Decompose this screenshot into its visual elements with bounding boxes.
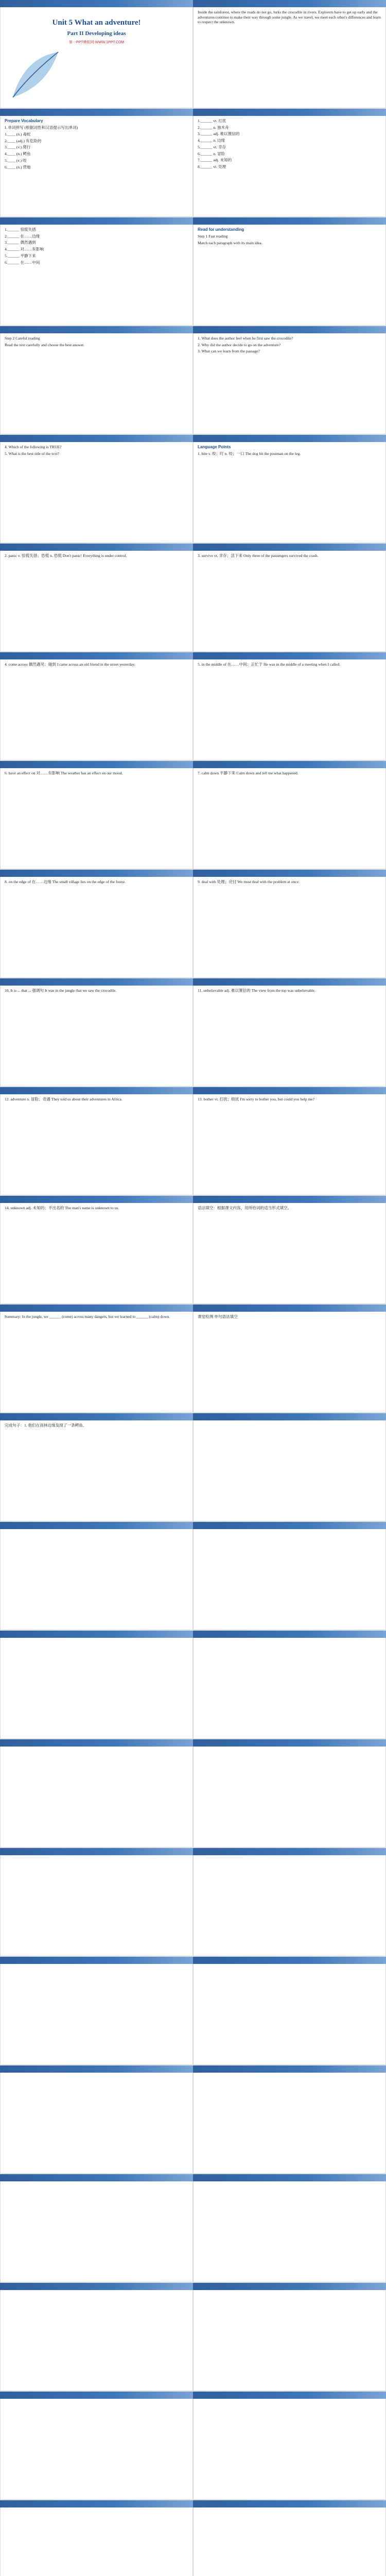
slide-heading: Language Points — [198, 445, 231, 449]
slide-bar — [0, 217, 193, 225]
slide-bar — [0, 0, 193, 7]
slide-bar — [193, 2174, 386, 2181]
slide-33 — [0, 1739, 193, 1848]
slide-bar — [193, 978, 386, 986]
cover-title: Unit 5 What an adventure! — [52, 19, 141, 27]
slide-text: Read the text carefully and choose the best answer. — [5, 342, 84, 347]
slide-30 — [193, 1522, 386, 1630]
slide-bar — [0, 326, 193, 333]
slide-44 — [193, 2283, 386, 2391]
slide-16 — [193, 761, 386, 869]
slide-text: Summary: In the jungle, we ______ (come) across many dangers, but we learned to ______ (calm) down. — [5, 1314, 170, 1319]
slide-26 — [193, 1304, 386, 1413]
vocab-item: 6.______ n. 冒险 — [198, 151, 225, 156]
slide-bar — [193, 1957, 386, 1964]
phrase-item: 4.______ 对……有影响 — [5, 247, 44, 252]
slide-bar — [193, 1848, 386, 1855]
slide-6 — [193, 217, 386, 326]
cover-subtitle: Part II Developing ideas — [67, 30, 126, 37]
phrase-item: 5.______ 平静下来 — [5, 253, 36, 258]
slide-bar — [193, 326, 386, 333]
slide-5 — [0, 217, 193, 326]
slide-3 — [0, 109, 193, 217]
vocab-item: 8.______ vt. 处理 — [198, 164, 226, 170]
slide-text: 10. It is ... that ... 强调句 It was in the jungle that we saw the crocodile. — [5, 988, 117, 993]
slide-text: 14. unknown adj. 未知的；不出名的 The man's name is unknown to us. — [5, 1206, 119, 1210]
vocab-item: 3.______ adj. 难以置信的 — [198, 131, 240, 137]
phrase-item: 6.______ 在……中间 — [5, 260, 40, 265]
slide-29 — [0, 1522, 193, 1630]
vocab-item: 1.____ (n.) 毒蛇 — [5, 131, 31, 137]
slide-7 — [0, 326, 193, 434]
slide-15 — [0, 761, 193, 869]
slide-10 — [193, 435, 386, 543]
slide-bar — [0, 1957, 193, 1964]
slide-bar — [193, 2065, 386, 2073]
slide-18 — [193, 870, 386, 978]
question-item: 3. What can we learn from the passage? — [198, 349, 260, 354]
vocab-item: 4.____ (n.) 鳄鱼 — [5, 151, 31, 157]
slide-9 — [0, 435, 193, 543]
slide-bar — [0, 435, 193, 442]
slide-36 — [193, 1848, 386, 1956]
slide-text: 完成句子：1. 他们在雨林边缘发现了一条鳄鱼。 — [5, 1423, 87, 1428]
slide-text: 6. have an effect on 对……有影响 The weather has an effect on our mood. — [5, 771, 123, 775]
slide-bar — [193, 1739, 386, 1747]
slide-bar — [193, 652, 386, 659]
phrase-item: 2.______ 在……边缘 — [5, 233, 40, 239]
slide-bar — [193, 1631, 386, 1638]
slide-bar — [0, 2174, 193, 2181]
slide-42 — [193, 2174, 386, 2282]
slide-39 — [0, 2065, 193, 2174]
slide-bar — [0, 109, 193, 116]
slide-text: 8. on the edge of 在……边缘 The small village lies on the edge of the forest. — [5, 879, 126, 884]
slide-bar — [0, 1739, 193, 1747]
slide-bar — [193, 435, 386, 442]
slide-31 — [0, 1631, 193, 1739]
slide-20 — [193, 978, 386, 1087]
slide-text: 课堂检测 单句语法填空 — [198, 1314, 238, 1319]
question-item: 5. What is the best title of the text? — [5, 451, 59, 456]
slide-40 — [193, 2065, 386, 2174]
vocab-item: 6.____ (n.) 营地 — [5, 164, 31, 170]
phrase-item: 1.______ 惊慌失措 — [5, 227, 36, 232]
slide-bar — [193, 1413, 386, 1420]
slide-41 — [0, 2174, 193, 2282]
vocab-item: 5.____ (v.) 咬 — [5, 158, 27, 163]
slide-35 — [0, 1848, 193, 1956]
step-label: Step 1 Fast reading — [198, 234, 228, 239]
vocab-item: 2.______ n. 独木舟 — [198, 125, 229, 130]
vocab-item: 7.______ adj. 未知的 — [198, 158, 232, 163]
slide-38 — [193, 1957, 386, 2065]
phrase-item: 3.______ 偶然遇到 — [5, 240, 36, 245]
cover-slide — [0, 0, 193, 108]
vocab-item: 3.____ (v.) 爬行 — [5, 145, 31, 150]
slide-bar — [0, 544, 193, 551]
slide-21 — [0, 1087, 193, 1195]
slide-bar — [0, 1087, 193, 1094]
slide-heading: Prepare Vocabulary — [5, 118, 43, 123]
slide-bar — [193, 870, 386, 877]
vocab-item: 5.______ vt. 幸存 — [198, 144, 226, 149]
slide-bar — [0, 652, 193, 659]
slide-bar — [0, 1631, 193, 1638]
slide-14 — [193, 652, 386, 760]
slide-bar — [193, 761, 386, 768]
slide-2 — [193, 0, 386, 108]
slide-bar — [0, 2392, 193, 2399]
slide-24 — [193, 1196, 386, 1304]
vocab-item: 1.______ vt. 打扰 — [198, 118, 226, 123]
slide-text: 1. bite v. 咬；叮 n. 咬；一口 The dog bit the postman on the leg. — [198, 451, 301, 456]
slide-text: Match each paragraph with its main idea. — [198, 240, 262, 245]
slide-4 — [193, 109, 386, 217]
slide-text: 2. panic v. 惊慌失措；恐慌 n. 恐慌 Don't panic! Everything is under control. — [5, 553, 127, 558]
slide-bar — [0, 1522, 193, 1529]
slide-48 — [193, 2500, 386, 2576]
slide-text: 11. unbelievable adj. 难以置信的 The view from the top was unbelievable. — [198, 988, 315, 993]
slide-bar — [193, 1087, 386, 1094]
slide-bar — [193, 0, 386, 7]
step-label: Step 2 Careful reading — [5, 336, 40, 341]
slide-45 — [0, 2392, 193, 2500]
slide-bar — [193, 2283, 386, 2290]
slide-11 — [0, 544, 193, 652]
question-item: 4. Which of the following is TRUE? — [5, 445, 62, 449]
slide-text: 13. bother vt. 打扰；烦扰 I'm sorry to bother you, but could you help me? — [198, 1097, 315, 1101]
slide-text: 12. adventure n. 冒险；奇遇 They told us about their adventures in Africa. — [5, 1097, 122, 1101]
slide-23 — [0, 1196, 193, 1304]
slide-28 — [193, 1413, 386, 1521]
slide-text: 4. come across 偶然遇见；碰到 I came across an old friend in the street yesterday. — [5, 662, 135, 667]
question-item: 2. Why did the author decide to go on the adventure? — [198, 342, 281, 347]
vocab-item: 4.______ n. 边缘 — [198, 138, 225, 143]
slide-12 — [193, 544, 386, 652]
slide-bar — [0, 1196, 193, 1203]
slide-text: 5. in the middle of 在……中间；正忙于 He was in the middle of a meeting when I called. — [198, 662, 341, 667]
slide-bar — [0, 1848, 193, 1855]
slide-13 — [0, 652, 193, 760]
slide-bar — [193, 1196, 386, 1203]
slide-22 — [193, 1087, 386, 1195]
slide-bar — [0, 1413, 193, 1420]
slide-text: 语法填空：根据课文内容，用所给词的适当形式填空。 — [198, 1206, 292, 1210]
slide-46 — [193, 2392, 386, 2500]
slide-bar — [193, 109, 386, 116]
slide-47 — [0, 2500, 193, 2576]
slide-bar — [0, 2065, 193, 2073]
slide-bar — [193, 217, 386, 225]
vocab-item: 2.____ (adj.) 有危险的 — [5, 138, 42, 143]
question-item: 1. What does the author feel when he first saw the crocodile? — [198, 336, 293, 341]
slide-text: 7. calm down 平静下来 Calm down and tell me what happened. — [198, 771, 299, 775]
slide-bar — [0, 2283, 193, 2290]
slide-bar — [0, 870, 193, 877]
slide-bar — [0, 2500, 193, 2507]
slide-27 — [0, 1413, 193, 1521]
slide-19 — [0, 978, 193, 1087]
slide-43 — [0, 2283, 193, 2391]
slide-8 — [193, 326, 386, 434]
slide-text: Inside the rainforest, where the roads do not go, lurks the crocodile in rivers. Explorers have to get up early and the adventures continue to make their way through some jungle. As we travel, we meet each other's differences and learn to respect the unknown. — [198, 10, 381, 25]
slide-bar — [0, 978, 193, 986]
slide-34 — [193, 1739, 386, 1848]
slide-text: 9. deal with 处理；应付 We must deal with the problem at once. — [198, 879, 300, 884]
slide-bar — [193, 1522, 386, 1529]
leaf-illustration — [7, 46, 64, 103]
cover-website: 第一PPT模板网-WWW.1PPT.COM — [68, 41, 125, 44]
slide-32 — [193, 1631, 386, 1739]
slide-heading: Read for understanding — [198, 227, 244, 232]
slide-bar — [0, 761, 193, 768]
slide-bar — [193, 1304, 386, 1312]
slide-bar — [193, 2500, 386, 2507]
slide-bar — [193, 544, 386, 551]
slide-bar — [193, 2392, 386, 2399]
slide-17 — [0, 870, 193, 978]
slide-text: I. 单词拼写 (根据词性和汉语提示写出单词) — [5, 125, 78, 130]
slide-37 — [0, 1957, 193, 2065]
slide-25 — [0, 1304, 193, 1413]
slide-text: 3. survive vt. 幸存；活下来 Only three of the passengers survived the crash. — [198, 553, 319, 558]
slide-bar — [0, 1304, 193, 1312]
